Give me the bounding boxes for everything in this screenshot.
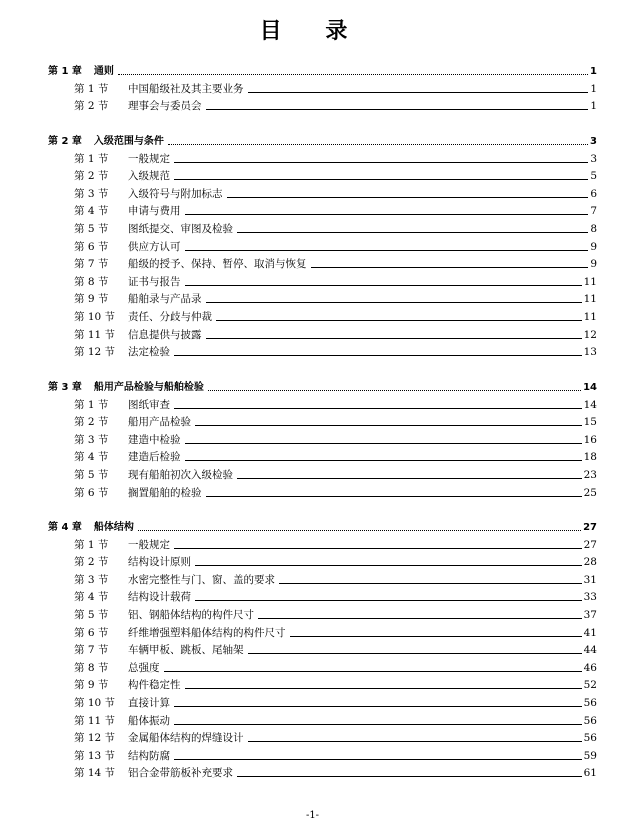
leader-line <box>227 196 589 198</box>
toc-section-row[interactable] <box>48 275 597 289</box>
leader-line <box>164 670 582 672</box>
toc-section-row[interactable] <box>48 608 597 622</box>
toc-section-row[interactable] <box>48 398 597 412</box>
leader-line <box>174 547 582 549</box>
section-number: 第 12 节 <box>74 346 116 358</box>
section-title: 建造中检验 <box>128 434 181 446</box>
toc-section-row[interactable] <box>48 328 597 342</box>
section-number: 第 5 节 <box>74 223 109 235</box>
toc-section-row[interactable] <box>48 714 597 728</box>
section-page: 28 <box>583 556 597 568</box>
section-page: 25 <box>583 487 597 499</box>
leader-line <box>248 652 582 654</box>
section-title: 申请与费用 <box>128 205 181 217</box>
leader-line <box>206 337 582 339</box>
section-title: 纤维增强塑料船体结构的构件尺寸 <box>128 627 286 639</box>
toc-chapter-row[interactable] <box>48 64 597 78</box>
toc-section-row[interactable] <box>48 626 597 640</box>
section-number: 第 1 节 <box>74 153 109 165</box>
section-page: 14 <box>583 399 597 411</box>
section-title: 直接计算 <box>128 697 170 709</box>
section-number: 第 11 节 <box>74 715 116 727</box>
section-number: 第 5 节 <box>74 609 109 621</box>
toc-section-row[interactable] <box>48 415 597 429</box>
toc-section-row[interactable] <box>48 538 597 552</box>
section-title: 图纸审查 <box>128 399 170 411</box>
leader-line <box>237 231 588 233</box>
section-number: 第 2 节 <box>74 170 109 182</box>
section-page: 41 <box>583 627 597 639</box>
section-page: 33 <box>583 591 597 603</box>
section-title: 总强度 <box>128 662 160 674</box>
section-page: 16 <box>583 434 597 446</box>
chapter-number: 第 2 章 <box>48 136 82 147</box>
leader-line <box>185 213 589 215</box>
section-page: 31 <box>583 574 597 586</box>
section-number: 第 9 节 <box>74 679 109 691</box>
leader-line <box>174 705 582 707</box>
section-page: 11 <box>583 311 597 323</box>
toc-section-row[interactable] <box>48 82 597 96</box>
section-title: 结构防腐 <box>128 750 170 762</box>
section-page: 46 <box>583 662 597 674</box>
leader-line <box>174 723 582 725</box>
toc-chapter-row[interactable] <box>48 520 597 534</box>
dot-leader <box>208 389 581 391</box>
section-number: 第 3 节 <box>74 434 109 446</box>
section-title: 建造后检验 <box>128 451 181 463</box>
toc-section-row[interactable] <box>48 696 597 710</box>
section-title: 金属船体结构的焊缝设计 <box>128 732 244 744</box>
section-title: 结构设计载荷 <box>128 591 191 603</box>
leader-line <box>174 407 582 409</box>
section-title: 责任、分歧与仲裁 <box>128 311 212 323</box>
section-page: 12 <box>583 329 597 341</box>
section-number: 第 13 节 <box>74 750 116 762</box>
leader-line <box>185 687 582 689</box>
dot-leader <box>118 73 588 75</box>
section-title: 构件稳定性 <box>128 679 181 691</box>
section-page: 6 <box>590 188 597 200</box>
section-title: 水密完整性与门、窗、盖的要求 <box>128 574 275 586</box>
leader-line <box>290 635 582 637</box>
section-title: 证书与报告 <box>128 276 181 288</box>
section-title: 搁置船舶的检验 <box>128 487 202 499</box>
section-number: 第 4 节 <box>74 591 109 603</box>
section-number: 第 1 节 <box>74 539 109 551</box>
section-title: 船体振动 <box>128 715 170 727</box>
leader-line <box>185 442 582 444</box>
section-title: 铝、钢船体结构的构件尺寸 <box>128 609 254 621</box>
section-page: 1 <box>590 100 597 112</box>
toc-section-row[interactable] <box>48 590 597 604</box>
section-page: 11 <box>583 276 597 288</box>
section-number: 第 7 节 <box>74 258 109 270</box>
toc-section-row[interactable] <box>48 222 597 236</box>
leader-line <box>174 161 588 163</box>
section-number: 第 8 节 <box>74 662 109 674</box>
section-number: 第 11 节 <box>74 329 116 341</box>
section-number: 第 9 节 <box>74 293 109 305</box>
section-title: 供应方认可 <box>128 241 181 253</box>
chapter-number: 第 1 章 <box>48 66 82 77</box>
leader-line <box>311 266 589 268</box>
leader-line <box>248 91 589 93</box>
section-number: 第 6 节 <box>74 627 109 639</box>
section-page: 59 <box>583 750 597 762</box>
section-page: 56 <box>583 732 597 744</box>
leader-line <box>185 249 589 251</box>
toc-section-row[interactable] <box>48 731 597 745</box>
toc-section-row[interactable] <box>48 749 597 763</box>
toc-section-row[interactable] <box>48 486 597 500</box>
section-title: 一般规定 <box>128 153 170 165</box>
toc-section-row[interactable] <box>48 152 597 166</box>
chapter-title: 入级范围与条件 <box>93 136 164 147</box>
section-number: 第 14 节 <box>74 767 116 779</box>
section-page: 9 <box>590 258 597 270</box>
toc-section-row[interactable] <box>48 555 597 569</box>
section-title: 理事会与委员会 <box>128 100 202 112</box>
section-number: 第 1 节 <box>74 399 109 411</box>
section-title: 船级的授予、保持、暂停、取消与恢复 <box>128 258 307 270</box>
section-page: 52 <box>583 679 597 691</box>
chapter-number: 第 4 章 <box>48 522 82 533</box>
toc-chapter-row[interactable] <box>48 134 597 148</box>
leader-line <box>237 477 582 479</box>
section-number: 第 12 节 <box>74 732 116 744</box>
leader-line <box>237 775 582 777</box>
section-number: 第 10 节 <box>74 311 116 323</box>
chapter-page: 3 <box>590 136 597 147</box>
section-number: 第 2 节 <box>74 100 109 112</box>
page-title: 目 录 <box>259 19 366 44</box>
section-title: 船舶录与产品录 <box>128 293 202 305</box>
leader-line <box>174 178 588 180</box>
section-number: 第 6 节 <box>74 487 109 499</box>
section-page: 44 <box>583 644 597 656</box>
leader-line <box>206 301 582 303</box>
section-page: 15 <box>583 416 597 428</box>
section-page: 56 <box>583 715 597 727</box>
toc-section-row[interactable] <box>48 468 597 482</box>
section-title: 图纸提交、审图及检验 <box>128 223 233 235</box>
section-title: 法定检验 <box>128 346 170 358</box>
section-number: 第 5 节 <box>74 469 109 481</box>
chapter-number: 第 3 章 <box>48 382 82 393</box>
chapter-title: 船体结构 <box>93 522 134 533</box>
section-page: 27 <box>583 539 597 551</box>
section-page: 37 <box>583 609 597 621</box>
section-title: 入级规范 <box>128 170 170 182</box>
section-number: 第 3 节 <box>74 188 109 200</box>
dot-leader <box>138 529 581 531</box>
section-page: 8 <box>590 223 597 235</box>
section-page: 3 <box>590 153 597 165</box>
toc-section-row[interactable] <box>48 678 597 692</box>
chapter-title: 通则 <box>93 66 114 77</box>
leader-line <box>195 564 582 566</box>
section-number: 第 2 节 <box>74 416 109 428</box>
section-page: 61 <box>583 767 597 779</box>
toc-section-row[interactable] <box>48 99 597 113</box>
section-title: 一般规定 <box>128 539 170 551</box>
section-number: 第 3 节 <box>74 574 109 586</box>
page-number: -1- <box>305 810 320 821</box>
section-title: 中国船级社及其主要业务 <box>128 83 244 95</box>
section-title: 结构设计原则 <box>128 556 191 568</box>
chapter-page: 14 <box>583 382 597 393</box>
dot-leader <box>168 143 588 145</box>
section-page: 11 <box>583 293 597 305</box>
toc-chapter-row[interactable] <box>48 380 597 394</box>
toc-section-row[interactable] <box>48 187 597 201</box>
toc-section-row[interactable] <box>48 204 597 218</box>
chapter-title: 船用产品检验与船舶检验 <box>93 382 204 393</box>
leader-line <box>279 582 582 584</box>
section-number: 第 2 节 <box>74 556 109 568</box>
section-title: 车辆甲板、跳板、尾轴架 <box>128 644 244 656</box>
section-page: 56 <box>583 697 597 709</box>
toc-section-row[interactable] <box>48 345 597 359</box>
section-number: 第 4 节 <box>74 205 109 217</box>
leader-line <box>248 740 582 742</box>
leader-line <box>185 459 582 461</box>
section-page: 13 <box>583 346 597 358</box>
toc-section-row[interactable] <box>48 643 597 657</box>
section-number: 第 6 节 <box>74 241 109 253</box>
toc-section-row[interactable] <box>48 240 597 254</box>
section-page: 1 <box>590 83 597 95</box>
leader-line <box>185 284 582 286</box>
chapter-page: 1 <box>590 66 597 77</box>
section-number: 第 7 节 <box>74 644 109 656</box>
toc-section-row[interactable] <box>48 257 597 271</box>
leader-line <box>174 354 582 356</box>
section-title: 现有船舶初次入级检验 <box>128 469 233 481</box>
section-title: 信息提供与披露 <box>128 329 202 341</box>
section-page: 9 <box>590 241 597 253</box>
section-number: 第 10 节 <box>74 697 116 709</box>
section-title: 入级符号与附加标志 <box>128 188 223 200</box>
section-page: 23 <box>583 469 597 481</box>
leader-line <box>195 424 582 426</box>
toc-section-row[interactable] <box>48 573 597 587</box>
toc-section-row[interactable] <box>48 310 597 324</box>
section-title: 船用产品检验 <box>128 416 191 428</box>
leader-line <box>174 758 582 760</box>
section-number: 第 8 节 <box>74 276 109 288</box>
toc-section-row[interactable] <box>48 292 597 306</box>
section-number: 第 1 节 <box>74 83 109 95</box>
leader-line <box>216 319 582 321</box>
toc-section-row[interactable] <box>48 169 597 183</box>
section-page: 5 <box>590 170 597 182</box>
toc-section-row[interactable] <box>48 661 597 675</box>
section-page: 7 <box>590 205 597 217</box>
chapter-page: 27 <box>583 522 597 533</box>
section-page: 18 <box>583 451 597 463</box>
toc-section-row[interactable] <box>48 766 597 780</box>
leader-line <box>206 108 589 110</box>
section-title: 铝合金带筋板补充要求 <box>128 767 233 779</box>
leader-line <box>206 495 582 497</box>
toc-section-row[interactable] <box>48 450 597 464</box>
leader-line <box>258 617 582 619</box>
toc-section-row[interactable] <box>48 433 597 447</box>
section-number: 第 4 节 <box>74 451 109 463</box>
leader-line <box>195 599 582 601</box>
